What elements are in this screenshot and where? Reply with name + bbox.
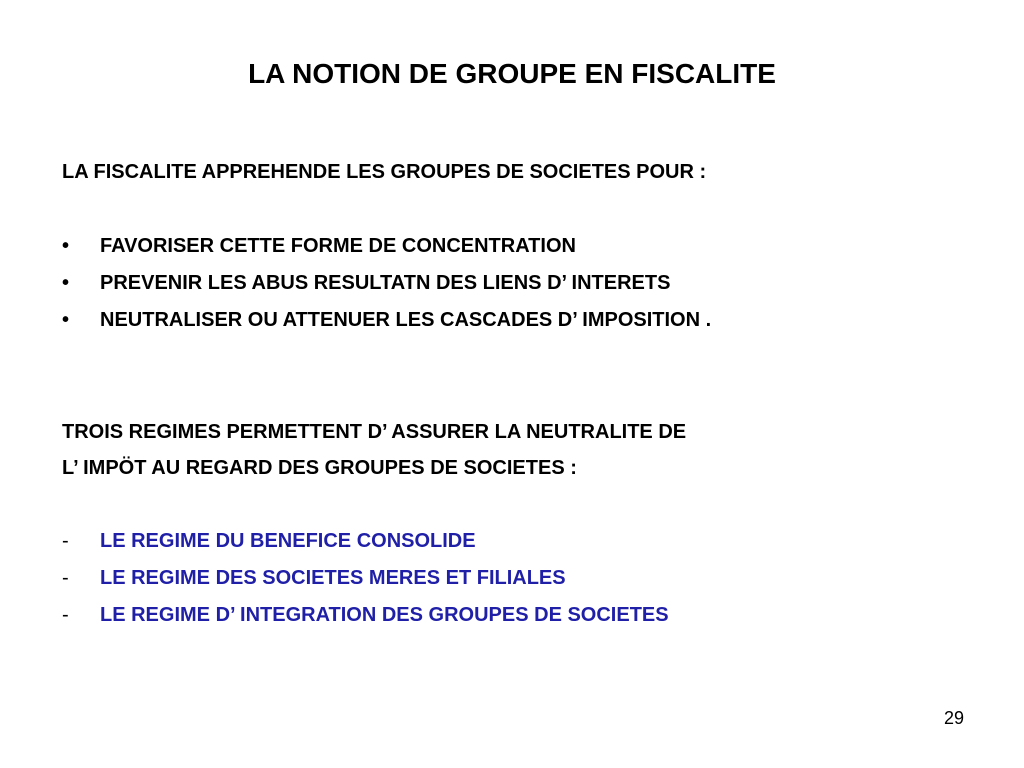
bullet-item [62,270,670,296]
bullet-item [62,233,576,259]
bullet-text: NEUTRALISER OU ATTENUER LES CASCADES D’ IMPOSITION . [100,309,712,331]
bullet-item [62,307,711,333]
regime-text: LE REGIME DU BENEFICE CONSOLIDE [100,530,476,552]
bullet-marker: • [62,235,70,257]
paragraph-line-1: TROIS REGIMES PERMETTENT D’ ASSURER LA NEUTRALITE DE [62,421,687,443]
dash-marker: - [62,530,69,552]
paragraph-line-2: L’ IMPÖT AU REGARD DES GROUPES DE SOCIETES : [62,457,577,479]
regime-text: LE REGIME D’ INTEGRATION DES GROUPES DE SOCIETES [100,604,669,626]
bullet-marker: • [62,272,70,294]
regime-text: LE REGIME DES SOCIETES MERES ET FILIALES [100,567,566,589]
regime-item [62,565,566,591]
dash-marker: - [62,604,69,626]
slide-title: LA NOTION DE GROUPE EN FISCALITE [248,58,776,89]
bullet-marker: • [62,309,70,331]
dash-marker: - [62,567,69,589]
page-number: 29 [943,708,964,728]
regime-item [62,602,669,628]
intro-text: LA FISCALITE APPREHENDE LES GROUPES DE SOCIETES POUR : [62,161,707,183]
bullet-text: FAVORISER CETTE FORME DE CONCENTRATION [100,235,576,257]
bullet-text: PREVENIR LES ABUS RESULTATN DES LIENS D’ INTERETS [100,272,671,294]
regime-item [62,528,476,554]
